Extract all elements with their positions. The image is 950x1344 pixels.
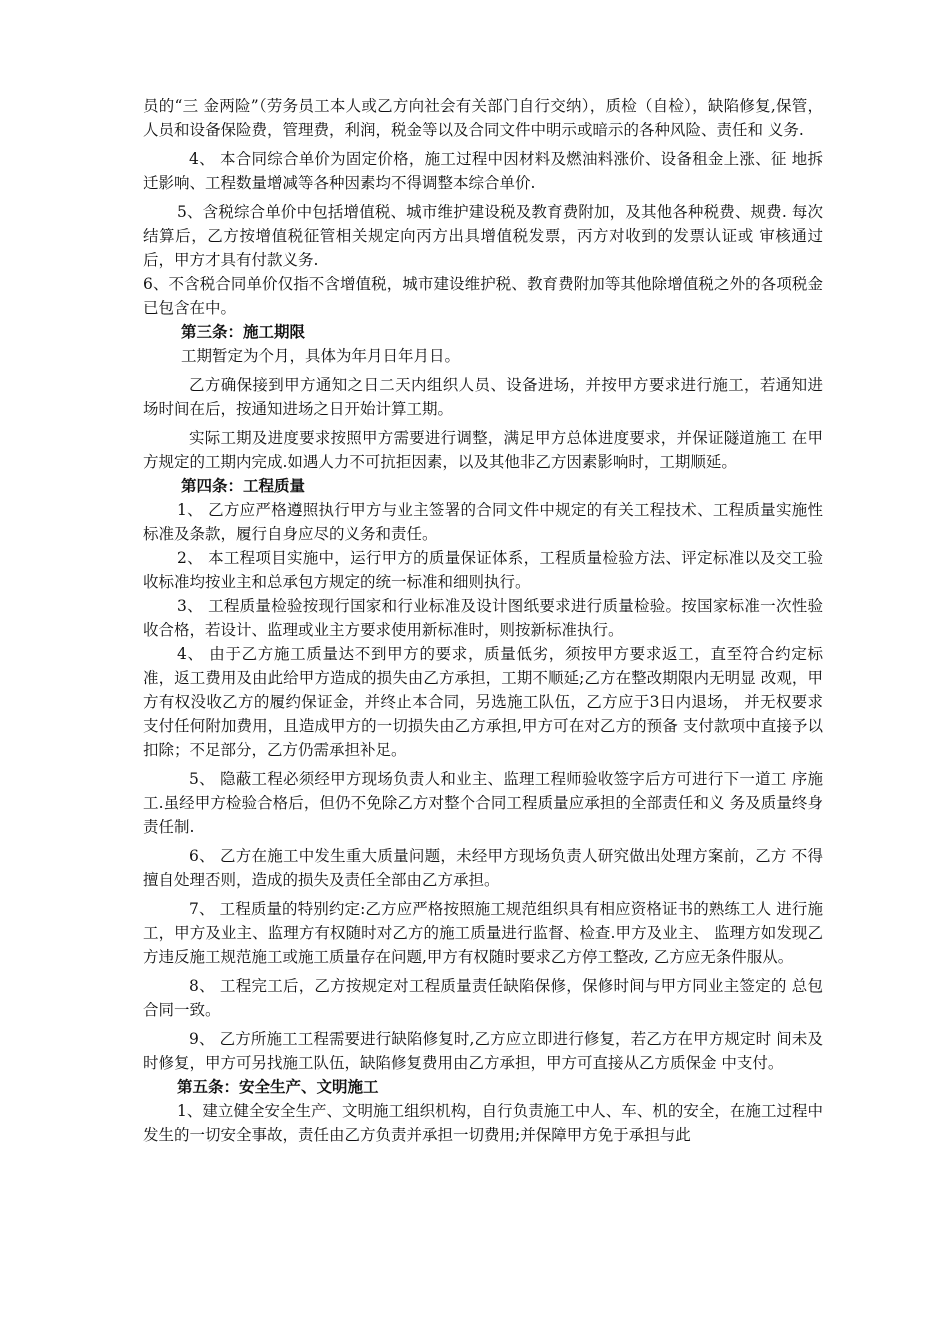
- paragraph-safety-1: 1、建立健全安全生产、文明施工组织机构，自行负责施工中人、车、机的安全，在施工过程中发生的一切安全事故，责任由乙方负责并承担一切费用;并保障甲方免于承担与此: [143, 1102, 823, 1144]
- paragraph-quality-7: 7、 工程质量的特别约定:乙方应严格按照施工规范组织具有相应资格证书的熟练工人 进行施工，甲方及业主、监理方有权随时对乙方的施工质量进行监督、检查.甲方及业主、 监理方如发现乙方违反施工规范施工或施工质量存在问题,甲方有权随时要求乙方停工整改, 乙方应无条件服从。: [143, 900, 823, 966]
- paragraph-schedule: 实际工期及进度要求按照甲方需要进行调整，满足甲方总体进度要求，并保证隧道施工 在甲方规定的工期内完成.如遇人力不可抗拒因素，以及其他非乙方因素影响时，工期顺延。: [143, 429, 823, 471]
- paragraph-quality-6: 6、 乙方在施工中发生重大质量问题，未经甲方现场负责人研究做出处理方案前，乙方 不得擅自处理否则，造成的损失及责任全部由乙方承担。: [143, 847, 823, 889]
- paragraph-mobilization: 乙方确保接到甲方通知之日二天内组织人员、设备进场，并按甲方要求进行施工，若通知进场时间在后，按通知进场之日开始计算工期。: [143, 376, 823, 418]
- paragraph-quality-3: 3、 工程质量检验按现行国家和行业标准及设计图纸要求进行质量检验。按国家标准一次性验收合格，若设计、监理或业主方要求使用新标准时，则按新标准执行。: [143, 597, 823, 639]
- paragraph-continued: 员的“三 金两险”（劳务员工本人或乙方向社会有关部门自行交纳），质检（自检），缺陷修复,保管， 人员和设备保险费，管理费，利润，税金等以及合同文件中明示或暗示的各种风险、责任和 义务.: [143, 97, 823, 139]
- paragraph-duration: 工期暂定为个月，具体为年月日年月日。: [181, 347, 461, 365]
- paragraph-quality-1: 1、 乙方应严格遵照执行甲方与业主签署的合同文件中规定的有关工程技术、工程质量实施性标准及条款，履行自身应尽的义务和责任。: [143, 501, 823, 543]
- paragraph-quality-4: 4、 由于乙方施工质量达不到甲方的要求，质量低劣，须按甲方要求返工，直至符合约定标 准，返工费用及由此给甲方造成的损失由乙方承担，工期不顺延;乙方在整改期限内无明显 改观，甲方有权没收乙方的履约保证金，并终止本合同，另选施工队伍，乙方应于3日内退场， 并无权要求支付任何附加费用，且造成甲方的一切损失由乙方承担,甲方可在对乙方的预备 支付款项中直接予以扣除；不足部分，乙方仍需承担补足。: [143, 645, 823, 759]
- section-heading-article-5: 第五条：安全生产、文明施工: [177, 1077, 379, 1096]
- paragraph-clause-6: 6、不含税合同单价仅指不含增值税，城市建设维护税、教育费附加等其他除增值税之外的各项税金已包含在中。: [143, 275, 823, 317]
- paragraph-quality-2: 2、 本工程项目实施中，运行甲方的质量保证体系，工程质量检验方法、评定标准以及交工验收标准均按业主和总承包方规定的统一标准和细则执行。: [143, 549, 823, 591]
- paragraph-clause-4: 4、 本合同综合单价为固定价格，施工过程中因材料及燃油料涨价、设备租金上涨、征 地拆迁影响、工程数量增减等各种因素均不得调整本综合单价.: [143, 150, 823, 192]
- paragraph-quality-8: 8、 工程完工后，乙方按规定对工程质量责任缺陷保修，保修时间与甲方同业主签定的 总包合同一致。: [143, 977, 823, 1019]
- paragraph-clause-5: 5、含税综合单价中包括增值税、城市维护建设税及教育费附加，及其他各种税费、规费. 每次结算后，乙方按增值税征管相关规定向丙方出具增值税发票，丙方对收到的发票认证或 审核通过后，甲方才具有付款义务.: [143, 203, 823, 269]
- paragraph-quality-5: 5、 隐蔽工程必须经甲方现场负责人和业主、监理工程师验收签字后方可进行下一道工 序施工.虽经甲方检验合格后，但仍不免除乙方对整个合同工程质量应承担的全部责任和义 务及质量终身责任制.: [143, 770, 823, 836]
- paragraph-quality-9: 9、 乙方所施工工程需要进行缺陷修复时,乙方应立即进行修复，若乙方在甲方规定时 间未及时修复，甲方可另找施工队伍，缺陷修复费用由乙方承担，甲方可直接从乙方质保金 中支付。: [143, 1030, 823, 1072]
- section-heading-article-4: 第四条：工程质量: [181, 476, 306, 495]
- document-page: [143, 94, 823, 1147]
- section-heading-article-3: 第三条：施工期限: [181, 322, 306, 341]
